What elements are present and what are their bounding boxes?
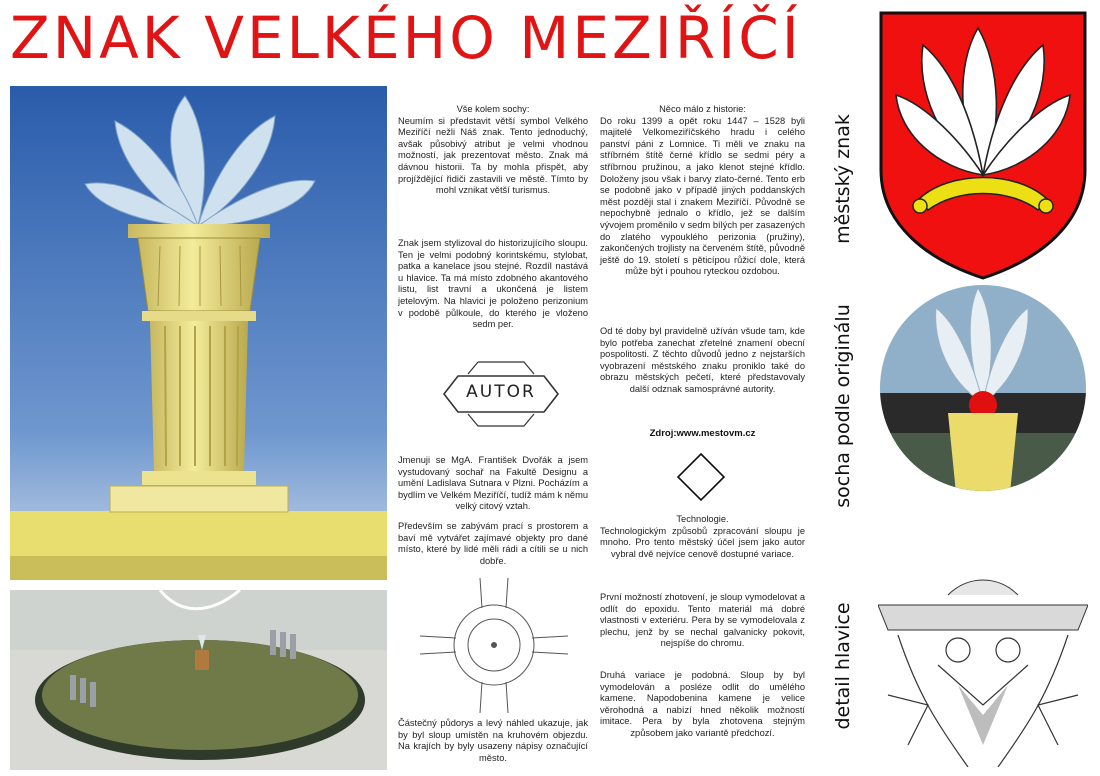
roundabout-view-image [10,590,387,770]
design-text: Znak jsem stylizoval do historizujícího sloupu. Ten je velmi podobný korintskému, stylobat, patka a kanelace jsou stejné. Rozdíl nastává u hlavice. Ta má místo zdobného akantového listu, list travní a ukončená je listem jetelovým. Na hlavici je položeno perizonium v podobě půlkoule, do kterého je vloženo sedm per. [398,238,588,330]
technology-heading: Technologie. [676,514,729,524]
autor-label: AUTOR [466,382,536,402]
column-statue-image [10,86,387,580]
diamond-ornament [676,452,726,502]
statue-original-image [878,283,1088,493]
coat-of-arms-image [878,10,1088,280]
page-title: ZNAK VELKÉHO MEZIŘÍČÍ [10,4,802,72]
history-heading: Něco málo z historie: [659,104,746,114]
technology-paragraph: Technologickým způsobů zpracování sloupu je mnoho. Pro tento městský účel jsem jako autor vybral dvě nejvíce cenově dostupné variace. [600,525,805,559]
plan-caption-text: Částečný půdorys a levý náhled ukazuje, jak by byl sloup umístěn na kruhovém objezdu. Na krajích by byly usazeny nápisy označující město. [398,718,588,763]
intro-heading: Vše kolem sochy: [456,104,530,114]
history-paragraph: Do roku 1399 a opět roku 1447 – 1528 byli majitelé Velkomeziříčského hradu i celého panství páni z Lomnice. Ti měli ve znaku na stříbrném štítě černé křídlo se sedmi péry a stříbrnou pružinou, a jako klenot stejné křídlo. Doloženy jsou však i barvy zlato-černé. Tento erb se podobně jako v případě jiných poddanských měst později stal i znakem Meziříčí. Původně se nepochybně jednalo o křídlo, jež se dalším vývojem proměnilo v sedm bílých per zasazených do zlatého vypouklého perizonia (pružiny), zakončených trojlisty na červeném štítě, původně ještě do 19. století s pěticípou růžicí dole, která může být i pouhou ryteckou ozdobou. [600,115,805,277]
autor-emblem [438,356,564,432]
technology-text [600,514,805,560]
intro-paragraph: Neumím si představit větší symbol Velkého Meziříčí nežli Náš znak. Tento jednoduchý, avšak působivý atribut je velmi vhodnou možností, jak prezentovat město. Znak má dávnou historii. Ta by mohla přispět, aby projíždějící řidiči zastavili ve městě. Tímto by mohl vznikat větší turismus. [398,115,588,196]
statue-label: socha podle originálu [832,304,854,508]
history-text [600,104,805,278]
author-bio-text: Jmenuji se MgA. František Dvořák a jsem vystudovaný sochař na Fakultě Designu a umění Ladislava Sutnara v Plzni. Pocházím a bydlím ve Velkém Meziříčí, tudíž mám k němu velký citový vztah. [398,455,588,512]
detail-label: detail hlavice [832,602,854,730]
intro-text [398,104,588,197]
coat-of-arms-label: městský znak [832,114,854,244]
history-continued-text: Od té doby byl pravidelně užíván všude tam, kde bylo potřeba zanechat zřetelné znamení obecní pospolitosti. Z těchto důvodů jedno z nejstarších vyobrazení městského znaku proniklo také do obrazu městských pečetí, které představovaly další odznak samosprávné autority. [600,326,805,394]
author-work-text: Především se zabývám prací s prostorem a baví mě vytvářet zajímavé objekty pro dané místo, které by lidé měli rádi a cítili se u nich dobře. [398,521,588,566]
capital-detail-image [878,555,1088,767]
variant-one-text: První možností zhotovení, je sloup vymodelovat a odlít do epoxidu. Tento materiál má dobré vlastnosti v exteriéru. Pera by se vymodelovala z plechu, jenž by se nechal galvanicky pokovit, nejspíše do chromu. [600,592,805,649]
source-credit: Zdroj:www.mestovm.cz [649,428,756,439]
variant-two-text: Druhá variace je podobná. Sloup by byl vymodelován a posléze odlit do umělého kamene. Napodobenina kamene je velice věrohodná a nabízí hned několik možností imitace. Pera by byla zhotovena stejným způsobem jako variantě předchozí. [600,670,805,738]
roundabout-plan-drawing [420,578,568,713]
